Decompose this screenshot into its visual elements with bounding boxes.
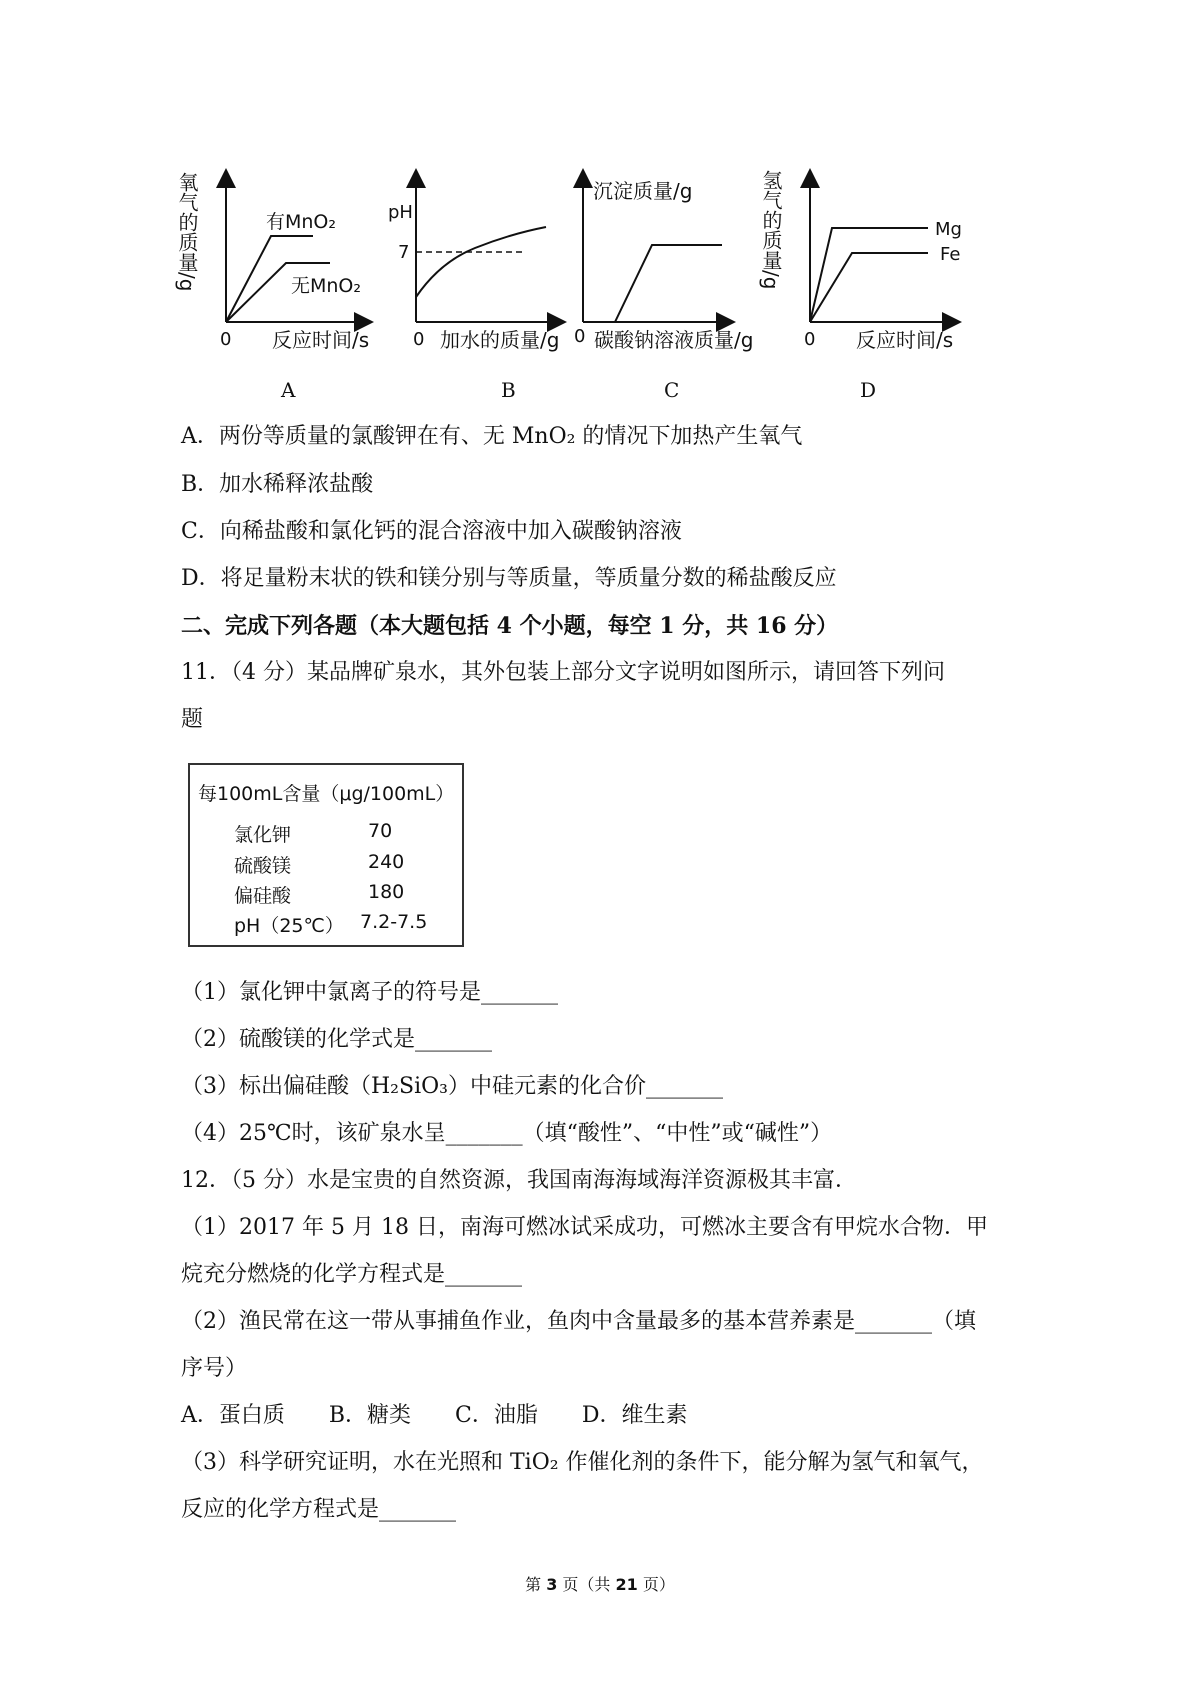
chart-a-series-2: 无MnO₂	[291, 275, 362, 297]
section-title: 二、完成下列各题（本大题包括 4 个小题，每空 1 分，共 16 分）	[181, 613, 839, 639]
q12-sub2-line2: 序号）	[181, 1356, 248, 1381]
chart-d-y-label: 氢气的质量/g	[759, 170, 783, 290]
chart-b	[388, 172, 563, 352]
caption-a: A	[281, 378, 296, 402]
label-row-name: 偏硅酸	[234, 885, 292, 907]
chart-d-series-mg: Mg	[935, 219, 962, 240]
chart-c-y-label: 沉淀质量/g	[593, 179, 693, 203]
page-footer	[0, 1572, 1200, 1595]
chart-d-line-fe	[810, 253, 928, 322]
chart-b-x-label: 加水的质量/g	[440, 328, 560, 352]
caption-b: B	[501, 378, 516, 402]
q11-stem-line1: 11．（4 分）某品牌矿泉水，其外包装上部分文字说明如图所示，请回答下列问	[181, 660, 945, 685]
chart-b-origin: 0	[413, 329, 425, 350]
label-row-value: 70	[368, 820, 393, 842]
q12-sub1-line2: 烷充分燃烧的化学方程式是_______	[181, 1262, 523, 1287]
footer-total-pages: 21	[615, 1575, 638, 1594]
label-row-name: 硫酸镁	[234, 855, 292, 877]
chart-d	[759, 170, 962, 352]
chart-d-series-fe: Fe	[940, 244, 961, 265]
chart-a-x-label: 反应时间/s	[272, 328, 370, 352]
q11-sub3: （3）标出偏硅酸（H₂SiO₃）中硅元素的化合价_______	[181, 1074, 723, 1099]
chart-c-line	[615, 245, 722, 322]
label-row-name: pH（25℃）	[234, 915, 344, 937]
chart-c-x-label: 碳酸钠溶液质量/g	[594, 328, 754, 352]
chart-a-y-label: 氧气的质量/g	[175, 172, 199, 292]
caption-c: C	[664, 378, 680, 402]
q12-sub2-line1: （2）渔民常在这一带从事捕鱼作业，鱼肉中含量最多的基本营养素是_______（填	[181, 1309, 976, 1334]
q11-sub2: （2）硫酸镁的化学式是_______	[181, 1027, 492, 1052]
option-b: B．加水稀释浓盐酸	[181, 472, 374, 497]
q12-sub3-line2: 反应的化学方程式是_______	[181, 1497, 457, 1522]
chart-d-origin: 0	[804, 329, 816, 350]
chart-c-origin: 0	[574, 326, 586, 347]
label-row-value: 7.2-7.5	[360, 911, 428, 933]
q11-sub1: （1）氯化钾中氯离子的符号是_______	[181, 980, 558, 1005]
label-row-name: 氯化钾	[234, 824, 292, 846]
q12-sub1-line1: （1）2017 年 5 月 18 日，南海可燃冰试采成功，可燃冰主要含有甲烷水合物．甲	[181, 1215, 988, 1240]
mineral-water-label	[188, 763, 464, 947]
q11-sub4: （4）25℃时，该矿泉水呈_______（填“酸性”、“中性”或“碱性”）	[181, 1121, 833, 1146]
label-row-value: 180	[368, 881, 405, 903]
chart-b-curve	[416, 227, 546, 297]
q12-stem: 12．（5 分）水是宝贵的自然资源，我国南海海域海洋资源极其丰富．	[181, 1168, 857, 1193]
chart-d-x-label: 反应时间/s	[856, 328, 954, 352]
footer-page-number: 3	[546, 1575, 558, 1594]
q12-sub3-line1: （3）科学研究证明，水在光照和 TiO₂ 作催化剂的条件下，能分解为氢气和氧气，	[181, 1450, 984, 1475]
footer-prefix: 第	[525, 1575, 542, 1594]
chart-b-ref-value: 7	[398, 242, 410, 263]
q12-choices: A．蛋白质 B．糖类 C．油脂 D．维生素	[181, 1403, 688, 1428]
charts-figure	[0, 150, 1200, 402]
chart-c	[574, 172, 753, 352]
footer-suffix: 页）	[642, 1575, 675, 1594]
label-header: 每100mL含量（μg/100mL）	[198, 783, 455, 805]
chart-a-series-1: 有MnO₂	[266, 211, 337, 233]
option-d: D．将足量粉末状的铁和镁分别与等质量，等质量分数的稀盐酸反应	[181, 566, 837, 591]
option-a: A．两份等质量的氯酸钾在有、无 MnO₂ 的情况下加热产生氧气	[181, 424, 803, 449]
caption-d: D	[860, 378, 877, 402]
chart-b-y-label: pH	[388, 202, 413, 223]
footer-mid: 页（共	[562, 1575, 611, 1594]
chart-a	[175, 172, 370, 352]
chart-d-line-mg	[810, 228, 928, 322]
chart-a-origin: 0	[220, 329, 232, 350]
option-c: C．向稀盐酸和氯化钙的混合溶液中加入碳酸钠溶液	[181, 519, 682, 544]
label-row-value: 240	[368, 851, 405, 873]
q11-stem-line2: 题	[181, 707, 204, 732]
